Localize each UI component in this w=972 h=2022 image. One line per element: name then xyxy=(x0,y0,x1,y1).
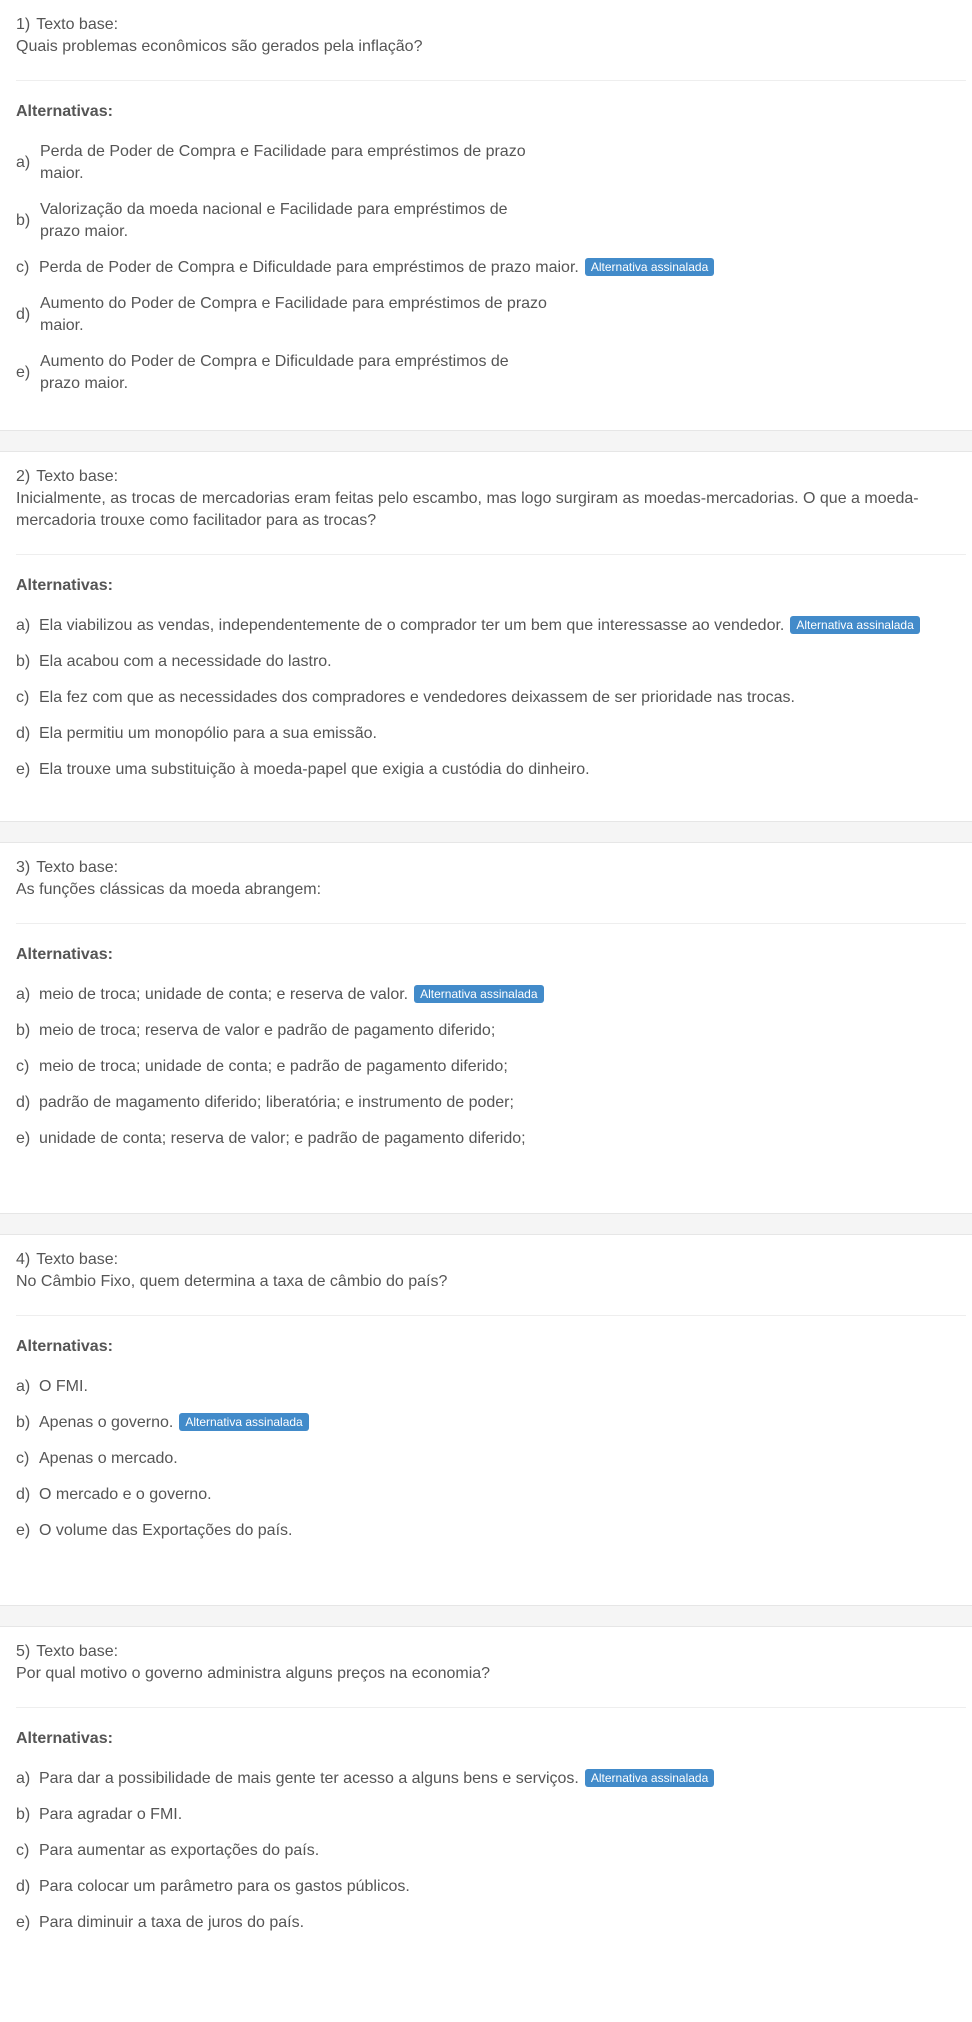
alternative-letter: e) xyxy=(16,1914,31,1931)
question-header xyxy=(16,466,966,488)
alternative-text: Valorização da moeda nacional e Facilidade para empréstimos de prazo maior. xyxy=(40,201,508,240)
alternative-d xyxy=(16,1876,966,1898)
alternative-text-wrap xyxy=(39,615,920,637)
alternative-text: meio de troca; unidade de conta; e padrão de pagamento diferido; xyxy=(39,1058,508,1075)
question-header xyxy=(16,1249,966,1271)
divider xyxy=(16,80,966,81)
selected-badge: Alternativa assinalada xyxy=(179,1413,308,1431)
question-number: 5) xyxy=(16,1643,31,1660)
alternative-c xyxy=(16,1056,966,1078)
alternative-a xyxy=(16,615,966,637)
alternative-e xyxy=(16,1128,966,1150)
question-number: 1) xyxy=(16,16,31,33)
alternative-text: Ela viabilizou as vendas, independentemente de o comprador ter um bem que interessasse ao vendedor. xyxy=(39,617,785,634)
alternative-letter: d) xyxy=(16,1094,31,1111)
divider xyxy=(16,1315,966,1316)
alternative-text: Para colocar um parâmetro para os gastos públicos. xyxy=(39,1878,410,1895)
alternative-text: meio de troca; unidade de conta; e reserva de valor. xyxy=(39,986,409,1003)
question-text: Por qual motivo o governo administra alguns preços na economia? xyxy=(16,1665,491,1682)
alternative-text: O volume das Exportações do país. xyxy=(39,1522,293,1539)
alternative-b xyxy=(16,1804,966,1826)
divider xyxy=(16,1707,966,1708)
question-header xyxy=(16,14,966,36)
alternative-e xyxy=(16,759,966,781)
alternative-letter: a) xyxy=(16,986,31,1003)
alternative-letter: c) xyxy=(16,259,30,276)
alternative-letter: c) xyxy=(16,1058,30,1075)
alternative-b xyxy=(16,1020,966,1042)
alternative-d xyxy=(16,1092,966,1114)
question-number: 2) xyxy=(16,468,31,485)
alternative-b xyxy=(16,1412,966,1434)
alternative-letter: c) xyxy=(16,689,30,706)
alternative-text: Ela acabou com a necessidade do lastro. xyxy=(39,653,332,670)
alternative-text: unidade de conta; reserva de valor; e padrão de pagamento diferido; xyxy=(39,1130,526,1147)
question-4 xyxy=(0,1235,972,1605)
alternative-letter: d) xyxy=(16,725,31,742)
alternatives-title: Alternativas: xyxy=(16,1730,113,1747)
base-text-label: Texto base: xyxy=(36,859,119,876)
alternative-letter: c) xyxy=(16,1842,30,1859)
question-header xyxy=(16,1641,966,1663)
question-number: 4) xyxy=(16,1251,31,1268)
alternative-a xyxy=(16,1376,966,1398)
alternative-letter: d) xyxy=(16,306,31,323)
alternative-letter: c) xyxy=(16,1450,30,1467)
alternative-text: Aumento do Poder de Compra e Facilidade para empréstimos de prazo maior. xyxy=(40,295,547,334)
divider xyxy=(16,923,966,924)
question-2 xyxy=(0,452,972,821)
base-text-label: Texto base: xyxy=(36,16,119,33)
question-text: No Câmbio Fixo, quem determina a taxa de câmbio do país? xyxy=(16,1273,448,1290)
alternative-text: O mercado e o governo. xyxy=(39,1486,212,1503)
alternative-b xyxy=(16,199,966,243)
question-separator xyxy=(0,430,972,452)
alternative-letter: b) xyxy=(16,1414,31,1431)
selected-badge: Alternativa assinalada xyxy=(790,616,919,634)
alternative-text: Aumento do Poder de Compra e Dificuldade para empréstimos de prazo maior. xyxy=(40,353,509,392)
alternative-text: Apenas o mercado. xyxy=(39,1450,178,1467)
alternative-letter: b) xyxy=(16,1022,31,1039)
alternative-text-wrap xyxy=(39,984,544,1006)
alternative-text: Para aumentar as exportações do país. xyxy=(39,1842,320,1859)
alternative-b xyxy=(16,651,966,673)
base-text-label: Texto base: xyxy=(36,468,119,485)
alternative-letter: b) xyxy=(16,1806,31,1823)
alternative-letter: d) xyxy=(16,1486,31,1503)
alternative-text: padrão de magamento diferido; liberatória; e instrumento de poder; xyxy=(39,1094,514,1111)
question-text: Inicialmente, as trocas de mercadorias eram feitas pelo escambo, mas logo surgiram as moedas-mercadorias. O que a moeda-mercadoria trouxe como facilitador para as trocas? xyxy=(16,490,919,529)
alternative-text: Ela permitiu um monopólio para a sua emissão. xyxy=(39,725,377,742)
question-number: 3) xyxy=(16,859,31,876)
question-separator xyxy=(0,821,972,843)
alternatives-title: Alternativas: xyxy=(16,577,113,594)
alternative-a xyxy=(16,141,966,185)
alternative-text-wrap xyxy=(39,1768,714,1790)
alternative-c xyxy=(16,687,966,709)
alternative-letter: d) xyxy=(16,1878,31,1895)
divider xyxy=(16,554,966,555)
alternatives-title: Alternativas: xyxy=(16,103,113,120)
question-5 xyxy=(0,1627,972,2022)
alternative-text-wrap xyxy=(39,257,714,279)
base-text-label: Texto base: xyxy=(36,1643,119,1660)
alternative-d xyxy=(16,723,966,745)
alternative-d xyxy=(16,1484,966,1506)
question-text: Quais problemas econômicos são gerados pela inflação? xyxy=(16,38,423,55)
alternative-text: meio de troca; reserva de valor e padrão de pagamento diferido; xyxy=(39,1022,496,1039)
alternative-letter: a) xyxy=(16,617,31,634)
alternative-text: Para agradar o FMI. xyxy=(39,1806,183,1823)
alternative-letter: e) xyxy=(16,1522,31,1539)
alternative-a xyxy=(16,1768,966,1790)
alternative-letter: b) xyxy=(16,212,31,229)
alternative-text: Ela fez com que as necessidades dos compradores e vendedores deixassem de ser prioridade nas trocas. xyxy=(39,689,795,706)
alternative-d xyxy=(16,293,966,337)
base-text-label: Texto base: xyxy=(36,1251,119,1268)
alternative-text-wrap xyxy=(39,1412,309,1434)
alternative-text: Para diminuir a taxa de juros do país. xyxy=(39,1914,305,1931)
alternative-letter: e) xyxy=(16,1130,31,1147)
alternative-c xyxy=(16,1448,966,1470)
alternatives-title: Alternativas: xyxy=(16,946,113,963)
alternative-text: Perda de Poder de Compra e Facilidade para empréstimos de prazo maior. xyxy=(40,143,526,182)
alternative-letter: a) xyxy=(16,1770,31,1787)
alternative-e xyxy=(16,351,966,395)
alternative-e xyxy=(16,1520,966,1542)
alternative-text: Perda de Poder de Compra e Dificuldade para empréstimos de prazo maior. xyxy=(39,259,579,276)
question-text: As funções clássicas da moeda abrangem: xyxy=(16,881,322,898)
question-1 xyxy=(0,0,972,430)
question-header xyxy=(16,857,966,879)
alternative-e xyxy=(16,1912,966,1934)
alternative-text: Ela trouxe uma substituição à moeda-papel que exigia a custódia do dinheiro. xyxy=(39,761,590,778)
question-separator xyxy=(0,1213,972,1235)
alternative-letter: e) xyxy=(16,364,31,381)
alternative-text: O FMI. xyxy=(39,1378,88,1395)
alternative-c xyxy=(16,1840,966,1862)
alternative-a xyxy=(16,984,966,1006)
selected-badge: Alternativa assinalada xyxy=(585,258,714,276)
alternative-letter: b) xyxy=(16,653,31,670)
alternatives-title: Alternativas: xyxy=(16,1338,113,1355)
alternative-letter: a) xyxy=(16,1378,31,1395)
alternative-text: Para dar a possibilidade de mais gente ter acesso a alguns bens e serviços. xyxy=(39,1770,579,1787)
alternative-text: Apenas o governo. xyxy=(39,1414,174,1431)
selected-badge: Alternativa assinalada xyxy=(585,1769,714,1787)
alternative-letter: e) xyxy=(16,761,31,778)
selected-badge: Alternativa assinalada xyxy=(414,985,543,1003)
alternative-c xyxy=(16,257,966,279)
question-3 xyxy=(0,843,972,1213)
alternative-letter: a) xyxy=(16,154,31,171)
question-separator xyxy=(0,1605,972,1627)
